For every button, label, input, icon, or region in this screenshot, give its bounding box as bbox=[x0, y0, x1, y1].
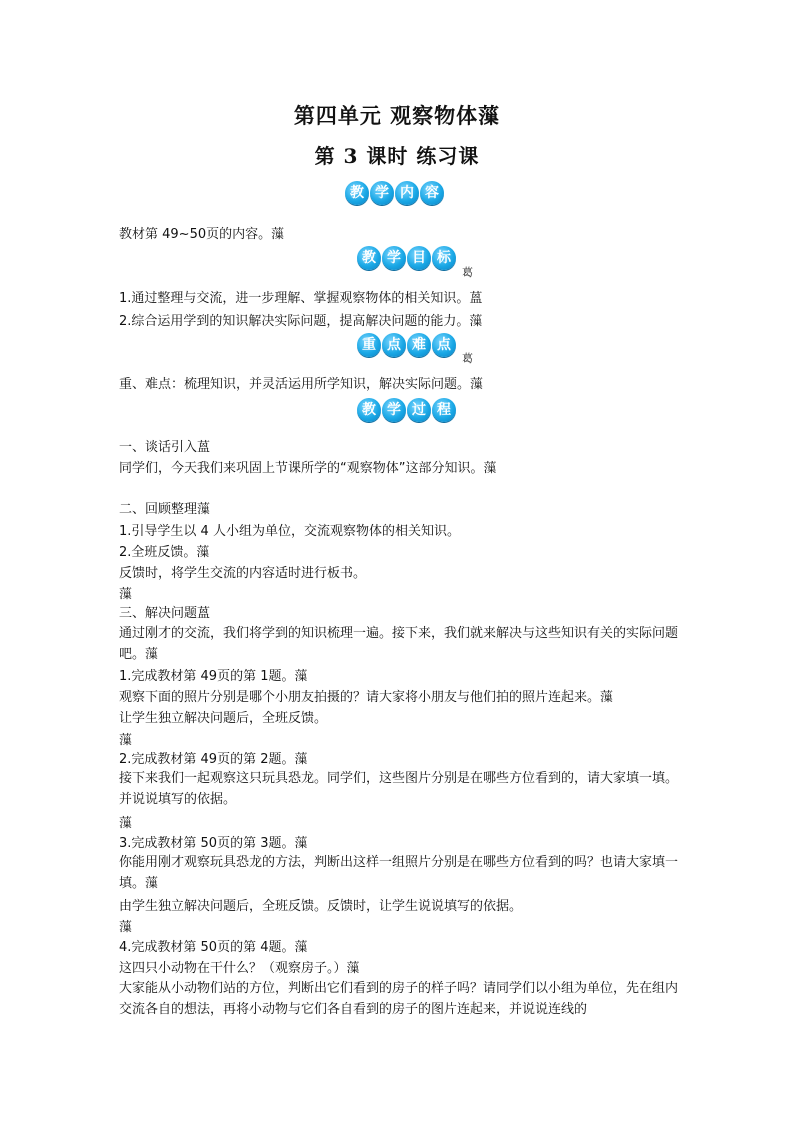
paragraph: 接下来我们一起观察这只玩具恐龙。同学们，这些图片分别是在哪些方位看到的，请大家填一填。并说说填写的依据。 bbox=[119, 771, 679, 807]
list-item: 2.全班反馈。薻 bbox=[119, 545, 210, 560]
list-item: 3.完成教材第 50页的第 3题。薻 bbox=[119, 836, 308, 851]
badge-char: 教 bbox=[357, 398, 381, 422]
lesson-title: 第 3 课时 练习课 bbox=[314, 144, 480, 168]
section-heading: 二、回顾整理薻 bbox=[119, 502, 211, 517]
goal-item: 1.通过整理与交流，进一步理解、掌握观察物体的相关知识。蒕 bbox=[119, 291, 483, 306]
list-item: 1.完成教材第 49页的第 1题。薻 bbox=[119, 669, 308, 684]
keypoints-text: 重、难点：梳理知识，并灵活运用所学知识，解决实际问题。薻 bbox=[119, 377, 484, 392]
section-heading: 三、解决问题蒕 bbox=[119, 606, 211, 621]
paragraph: 让学生独立解决问题后，全班反馈。 bbox=[119, 711, 328, 726]
paragraph: 通过刚才的交流，我们将学到的知识梳理一遍。接下来，我们就来解决与这些知识有关的实际问题吧。薻 bbox=[119, 626, 679, 662]
teaching-process-badge bbox=[357, 398, 456, 422]
goal-item: 2.综合运用学到的知识解决实际问题，提高解决问题的能力。薻 bbox=[119, 314, 483, 329]
list-item: 4.完成教材第 50页的第 4题。薻 bbox=[119, 940, 308, 955]
unit-title: 第四单元 观察物体薻 bbox=[293, 103, 501, 128]
paragraph-mark: 薻 bbox=[119, 733, 133, 748]
badge-char: 难 bbox=[407, 333, 431, 357]
badge-char: 学 bbox=[382, 398, 406, 422]
paragraph: 这四只小动物在干什么？（观察房子。）薻 bbox=[119, 961, 360, 976]
badge-char: 程 bbox=[432, 398, 456, 422]
list-item: 2.完成教材第 49页的第 2题。薻 bbox=[119, 752, 308, 767]
teaching-goals-badge bbox=[357, 246, 456, 270]
badge-char: 重 bbox=[357, 333, 381, 357]
badge-char: 教 bbox=[345, 181, 369, 205]
paragraph: 由学生独立解决问题后，全班反馈。反馈时，让学生说说填写的依据。 bbox=[119, 899, 523, 914]
paragraph: 你能用刚才观察玩具恐龙的方法，判断出这样一组照片分别是在哪些方位看到的吗？也请大家填一填。薻 bbox=[119, 855, 679, 891]
paragraph: 同学们，今天我们来巩固上节课所学的“观察物体”这部分知识。薻 bbox=[119, 461, 497, 476]
keypoints-trail-mark: 葛 bbox=[462, 352, 473, 365]
badge-char: 标 bbox=[432, 246, 456, 270]
badge-char: 教 bbox=[357, 246, 381, 270]
list-item: 1.引导学生以 4 人小组为单位，交流观察物体的相关知识。 bbox=[119, 524, 460, 539]
badge-char: 目 bbox=[407, 246, 431, 270]
teaching-content-badge bbox=[345, 181, 444, 205]
paragraph-mark: 薻 bbox=[119, 816, 133, 831]
paragraph-mark: 薻 bbox=[119, 920, 133, 935]
paragraph: 反馈时，将学生交流的内容适时进行板书。 bbox=[119, 566, 367, 581]
key-points-badge bbox=[357, 333, 456, 357]
badge-char: 学 bbox=[370, 181, 394, 205]
badge-char: 内 bbox=[395, 181, 419, 205]
section-heading: 一、谈话引入蒕 bbox=[119, 440, 211, 455]
badge-char: 点 bbox=[432, 333, 456, 357]
paragraph: 观察下面的照片分别是哪个小朋友拍摄的？请大家将小朋友与他们拍的照片连起来。薻 bbox=[119, 690, 614, 705]
badge-char: 容 bbox=[420, 181, 444, 205]
badge-char: 点 bbox=[382, 333, 406, 357]
badge-char: 过 bbox=[407, 398, 431, 422]
badge-char: 学 bbox=[382, 246, 406, 270]
goals-trail-mark: 葛 bbox=[462, 266, 473, 279]
paragraph: 大家能从小动物们站的方位，判断出它们看到的房子的样子吗？请同学们以小组为单位，先在组内交流各自的想法，再将小动物与它们各自看到的房子的图片连起来，并说说连线的 bbox=[119, 981, 679, 1017]
paragraph-mark: 薻 bbox=[119, 587, 133, 602]
content-text: 教材第 49~50页的内容。薻 bbox=[119, 227, 285, 242]
